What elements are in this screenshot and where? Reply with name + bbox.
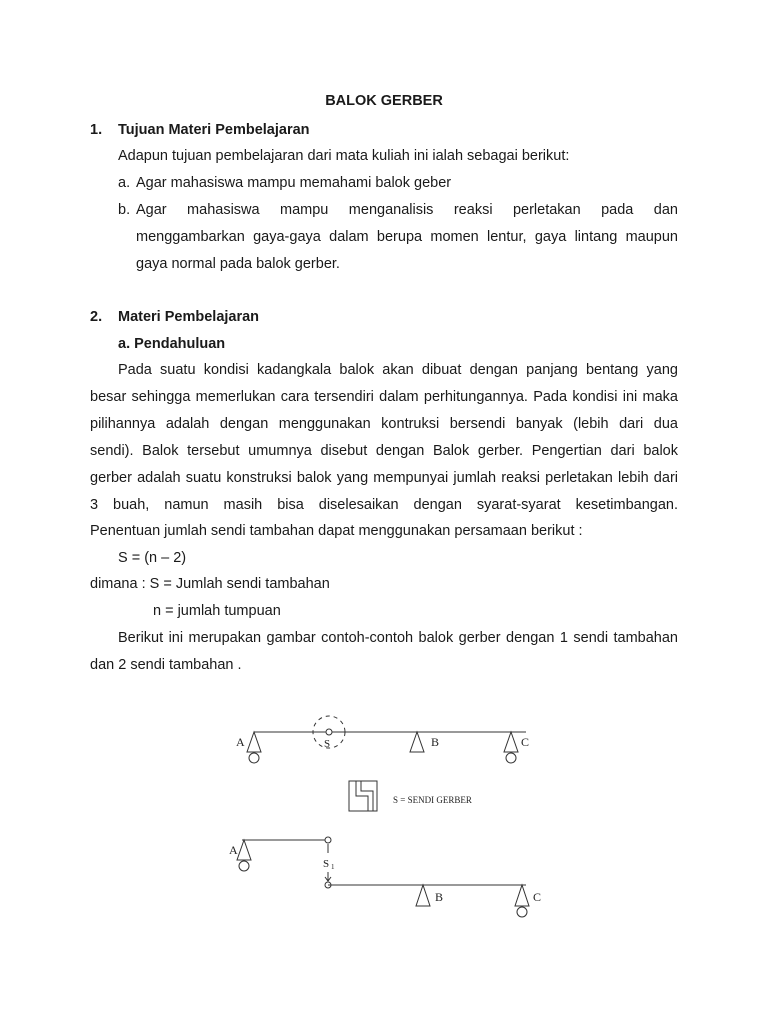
gerber-beam-diagram <box>228 703 558 928</box>
paragraph-1-line-2: besar sehingga memerlukan cara tersendiri dalam perhitungannya. Pada kondisi ini maka <box>90 389 678 405</box>
label-a-1: A <box>236 735 245 749</box>
label-c-1: C <box>521 735 530 749</box>
document-title: BALOK GERBER <box>325 93 443 109</box>
gerber-beam-figure <box>228 703 558 928</box>
paragraph-1-line-4: sendi). Balok tersebut umumnya disebut dengan Balok gerber. Pengertian dari balok <box>90 443 678 459</box>
paragraph-1-line-5: gerber adalah suatu konstruksi balok yang mempunyai jumlah reaksi perletakan lebih dari <box>90 470 678 486</box>
paragraph-2-line-2: dan 2 sendi tambahan . <box>90 657 242 673</box>
support-a-2 <box>237 840 251 860</box>
support-b-1 <box>410 732 424 752</box>
roller-c-2 <box>517 907 527 917</box>
paragraph-1-line-3: pilihannya adalah dengan menggunakan kontruksi bersendi banyak (lebih dari dua <box>90 416 678 432</box>
label-c-2: C <box>533 890 542 904</box>
paragraph-2-line-1: Berikut ini merupakan gambar contoh-contoh balok gerber dengan 1 sendi tambahan <box>118 630 678 646</box>
legend-hinge-detail <box>356 781 368 811</box>
support-c-2 <box>515 885 529 906</box>
label-b-1: B <box>431 735 440 749</box>
section-1-intro: Adapun tujuan pembelajaran dari mata kuliah ini ialah sebagai berikut: <box>118 148 570 164</box>
section-2-number: 2. <box>90 309 103 325</box>
roller-a-2 <box>239 861 249 871</box>
where-line-1: dimana : S = Jumlah sendi tambahan <box>90 576 330 592</box>
support-c-1 <box>504 732 518 752</box>
roller-a-1 <box>249 753 259 763</box>
section-2-heading: Materi Pembelajaran <box>118 309 260 325</box>
legend-text: S = SENDI GERBER <box>393 795 472 805</box>
where-line-2: n = jumlah tumpuan <box>153 603 281 619</box>
hinge-s-symbol <box>326 729 332 735</box>
item-b-line-1: Agar mahasiswa mampu menganalisis reaksi perletakan pada dan <box>136 202 678 218</box>
roller-c-1 <box>506 753 516 763</box>
section-1-heading: Tujuan Materi Pembelajaran <box>118 122 310 138</box>
support-a-1 <box>247 732 261 752</box>
support-b-2 <box>416 885 430 906</box>
item-a-text: Agar mahasiswa mampu memahami balok geber <box>136 175 452 191</box>
item-b-line-2: menggambarkan gaya-gaya dalam berupa momen lentur, gaya lintang maupun <box>136 229 678 245</box>
formula: S = (n – 2) <box>118 550 187 566</box>
label-b-2: B <box>435 890 444 904</box>
label-s-2: S <box>323 858 330 870</box>
label-a-2: A <box>229 843 238 857</box>
subsection-heading: a. Pendahuluan <box>118 336 226 352</box>
label-s-2-subscript: 1 <box>331 863 335 871</box>
paragraph-1-line-1: Pada suatu kondisi kadangkala balok akan dibuat dengan panjang bentang yang <box>118 362 678 378</box>
hinge-s1-top <box>325 837 331 843</box>
item-a-marker: a. <box>118 175 131 191</box>
label-s-1: S <box>324 738 331 750</box>
paragraph-1-line-7: Penentuan jumlah sendi tambahan dapat menggunakan persamaan berikut : <box>90 523 583 539</box>
paragraph-1-line-6: 3 buah, namun masih bisa diselesaikan dengan syarat-syarat kesetimbangan. <box>90 497 678 513</box>
item-b-line-3: gaya normal pada balok gerber. <box>136 256 340 272</box>
item-b-marker: b. <box>118 202 131 218</box>
section-1-number: 1. <box>90 122 103 138</box>
